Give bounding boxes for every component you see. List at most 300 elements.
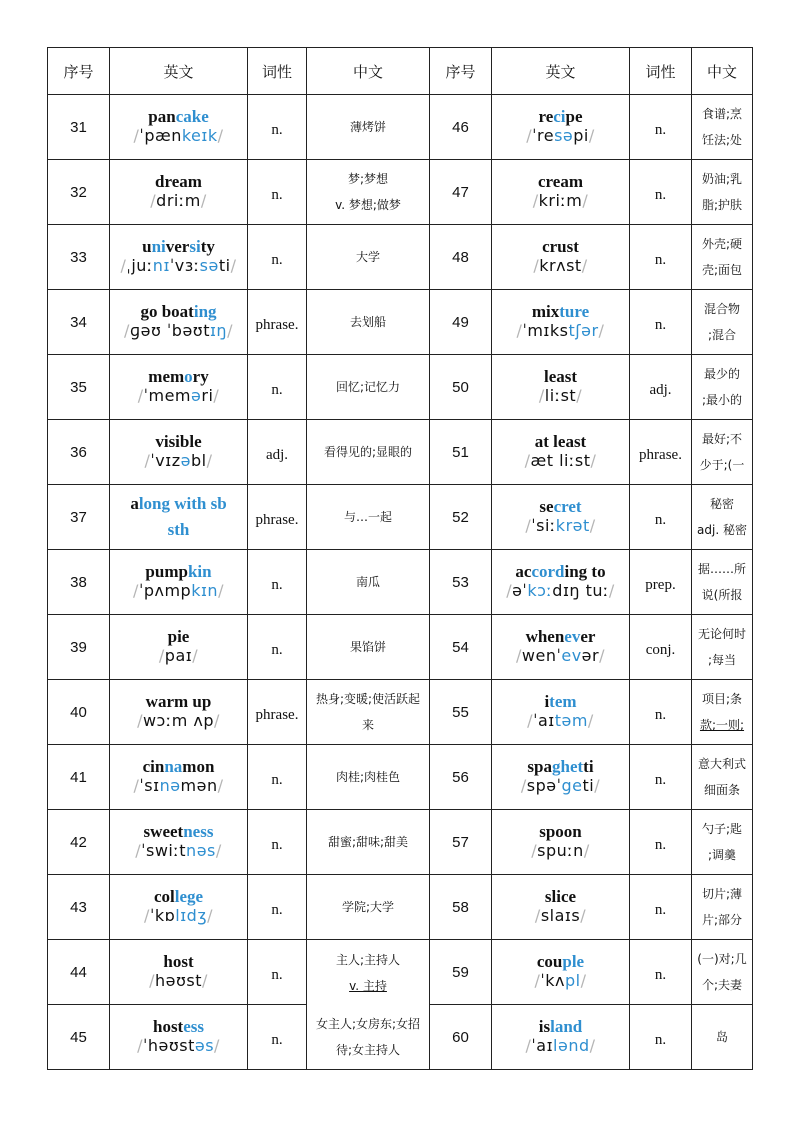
- entry-number: 38: [48, 550, 110, 615]
- english-word: [492, 628, 629, 646]
- phonetic-transcription: [110, 1036, 247, 1056]
- ipa-slash: /: [135, 841, 142, 860]
- meaning-line: ;最小的: [701, 393, 743, 407]
- highlighted-syllable: ə: [180, 451, 191, 470]
- highlighted-syllable: ci: [553, 107, 566, 126]
- ipa-slash: /: [218, 581, 224, 600]
- ipa-slash: /: [506, 581, 513, 600]
- header-english: 英文: [110, 48, 248, 95]
- entry-english: [110, 160, 248, 225]
- chinese-meaning: [307, 355, 430, 420]
- entry-number: 33: [48, 225, 110, 290]
- phonetic-transcription: [492, 516, 629, 536]
- ipa-slash: /: [608, 581, 615, 600]
- syllable: ˈvɪz: [150, 451, 181, 470]
- part-of-speech: n.: [248, 355, 307, 420]
- syllable: kriːm: [538, 191, 583, 210]
- header-pos: 词性: [248, 48, 307, 95]
- english-word: [110, 238, 247, 256]
- meaning-line: 薄烤饼: [349, 120, 386, 134]
- ipa-slash: /: [594, 776, 601, 795]
- meaning-line: 脂;护肤: [701, 198, 743, 212]
- chinese-meaning: [692, 940, 753, 1005]
- part-of-speech: phrase.: [630, 420, 692, 485]
- meaning-line: 意大利式: [697, 757, 746, 771]
- part-of-speech: n.: [248, 160, 307, 225]
- highlighted-syllable: ev: [561, 646, 582, 665]
- table-row: [48, 550, 753, 615]
- chinese-meaning: [692, 810, 753, 875]
- entry-number: 59: [430, 940, 492, 1005]
- meaning-line: 来: [361, 718, 374, 732]
- entry-english: [492, 615, 630, 680]
- entry-number: 56: [430, 745, 492, 810]
- chinese-meaning: [307, 940, 430, 1070]
- chinese-meaning: [307, 290, 430, 355]
- syllable: slaɪs: [540, 906, 581, 925]
- meaning-line: 主人;主持人: [335, 952, 401, 967]
- english-word: [110, 693, 247, 711]
- vocabulary-table: [47, 47, 753, 1070]
- entry-number: 37: [48, 485, 110, 550]
- english-word: [492, 303, 629, 321]
- phonetic-transcription: [492, 776, 629, 796]
- phonetic-transcription: [492, 126, 629, 146]
- chinese-meaning: [692, 420, 753, 485]
- ipa-slash: /: [538, 386, 545, 405]
- entry-number: 48: [430, 225, 492, 290]
- syllable: wɔːm ʌp: [142, 711, 215, 730]
- syllable: pan: [148, 107, 176, 126]
- syllable: at least: [534, 432, 587, 451]
- english-word: [110, 433, 247, 451]
- ipa-slash: /: [524, 451, 531, 470]
- part-of-speech: n.: [248, 225, 307, 290]
- english-word: [110, 495, 247, 513]
- entry-number: 32: [48, 160, 110, 225]
- syllable: ˈpæn: [139, 126, 182, 145]
- english-word: [492, 1018, 629, 1036]
- entry-number: 40: [48, 680, 110, 745]
- meaning-line: v. 主持: [349, 978, 387, 993]
- part-of-speech: n.: [630, 485, 692, 550]
- entry-english: [492, 420, 630, 485]
- meaning-line: 去划船: [349, 315, 386, 329]
- ipa-slash: /: [214, 1036, 220, 1055]
- highlighted-syllable: sə: [554, 126, 574, 145]
- meaning-line: 少于;(一: [699, 458, 745, 472]
- phonetic-transcription: [492, 971, 629, 991]
- ipa-slash: /: [227, 321, 233, 340]
- part-of-speech: n.: [630, 875, 692, 940]
- syllable: dɪŋ tuː: [552, 581, 609, 600]
- entry-english: [110, 1005, 248, 1070]
- ipa-slash: /: [588, 126, 595, 145]
- meaning-line: 勺子;匙: [701, 822, 743, 836]
- phonetic-transcription: [492, 321, 629, 341]
- highlighted-syllable: cret: [553, 497, 582, 516]
- meaning-line: 混合物: [703, 302, 740, 316]
- meaning-line: 壳;面包: [701, 263, 743, 277]
- syllable: is: [538, 1017, 551, 1036]
- entry-english: [492, 940, 630, 1005]
- english-word: [110, 888, 247, 906]
- syllable: a: [130, 494, 139, 513]
- syllable: warm up: [145, 692, 212, 711]
- ipa-slash: /: [580, 971, 587, 990]
- chinese-meaning: [692, 225, 753, 290]
- highlighted-syllable: sth: [167, 520, 190, 539]
- part-of-speech: phrase.: [248, 290, 307, 355]
- meaning-line: 片;部分: [701, 913, 743, 927]
- entry-number: 50: [430, 355, 492, 420]
- meaning-line: 热身;变暖;使活跃起: [315, 692, 421, 706]
- highlighted-syllable: ɪŋ: [209, 321, 228, 340]
- meaning-line: 肉桂;肉桂色: [335, 770, 401, 784]
- meaning-line: 看得见的;显眼的: [323, 445, 413, 459]
- ipa-slash: /: [133, 581, 139, 600]
- syllable: crust: [542, 237, 579, 256]
- syllable: cou: [536, 952, 563, 971]
- english-word: [492, 238, 629, 256]
- ipa-slash: /: [533, 256, 540, 275]
- ipa-slash: /: [526, 126, 533, 145]
- syllable: host: [163, 952, 194, 971]
- ipa-slash: /: [149, 971, 155, 990]
- english-word: [110, 1018, 247, 1036]
- meaning-line: ;调羹: [707, 848, 737, 862]
- english-word: [110, 823, 247, 841]
- phonetic-transcription: [492, 906, 629, 926]
- highlighted-syllable: krət: [555, 516, 590, 535]
- syllable: se: [539, 497, 554, 516]
- header-english: 英文: [492, 48, 630, 95]
- highlighted-syllable: si: [189, 237, 201, 256]
- syllable: ti: [583, 757, 594, 776]
- meaning-line: 梦;梦想: [347, 172, 389, 186]
- chinese-meaning: [307, 875, 430, 940]
- entry-number: 54: [430, 615, 492, 680]
- ipa-slash: /: [192, 646, 199, 665]
- syllable: spəˈ: [526, 776, 562, 795]
- ipa-slash: /: [576, 386, 583, 405]
- part-of-speech: n.: [248, 1005, 307, 1070]
- syllable: ri: [201, 386, 214, 405]
- syllable: ˈaɪ: [531, 1036, 554, 1055]
- highlighted-syllable: kɪn: [191, 581, 219, 600]
- english-word: [492, 368, 629, 386]
- table-body: [48, 95, 753, 1070]
- ipa-slash: /: [144, 906, 150, 925]
- entry-english: [110, 485, 248, 550]
- entry-english: [110, 355, 248, 420]
- ipa-slash: /: [580, 906, 587, 925]
- meaning-line: 最少的: [703, 367, 740, 381]
- table-row: [48, 355, 753, 420]
- part-of-speech: conj.: [630, 615, 692, 680]
- ipa-slash: /: [144, 451, 151, 470]
- entry-english: [492, 160, 630, 225]
- part-of-speech: n.: [630, 940, 692, 1005]
- entry-english: [492, 225, 630, 290]
- meaning-line: 南瓜: [355, 575, 380, 589]
- ipa-slash: /: [207, 906, 213, 925]
- meaning-line: 奶油;乳: [701, 172, 743, 186]
- part-of-speech: n.: [248, 745, 307, 810]
- entry-number: 44: [48, 940, 110, 1005]
- phonetic-transcription: [110, 386, 247, 406]
- phonetic-transcription: [110, 451, 247, 471]
- ipa-slash: /: [598, 321, 605, 340]
- entry-english: [492, 355, 630, 420]
- syllable: re: [538, 107, 554, 126]
- table-row: [48, 420, 753, 485]
- syllable: ˈsɪ: [139, 776, 160, 795]
- english-word: [492, 693, 629, 711]
- meaning-line: 岛: [715, 1030, 728, 1044]
- highlighted-syllable: land: [550, 1017, 583, 1036]
- table-row: [48, 160, 753, 225]
- syllable: ing to: [564, 562, 606, 581]
- entry-english: [110, 680, 248, 745]
- chinese-meaning: [307, 160, 430, 225]
- table-row: [48, 290, 753, 355]
- ipa-slash: /: [158, 646, 165, 665]
- highlighted-syllable: long with sb: [138, 494, 227, 513]
- entry-english: [492, 680, 630, 745]
- part-of-speech: n.: [630, 160, 692, 225]
- syllable: ˈhəʊst: [142, 1036, 195, 1055]
- syllable: i: [544, 692, 550, 711]
- chinese-meaning: [307, 680, 430, 745]
- entry-number: 51: [430, 420, 492, 485]
- chinese-meaning: [692, 290, 753, 355]
- highlighted-syllable: nə: [159, 776, 181, 795]
- syllable: ˈpʌmp: [138, 581, 192, 600]
- syllable: ti: [582, 776, 595, 795]
- phonetic-transcription: [492, 711, 629, 731]
- chinese-meaning: [307, 745, 430, 810]
- entry-english: [492, 1005, 630, 1070]
- syllable: er: [580, 627, 596, 646]
- phonetic-transcription: [492, 581, 629, 601]
- syllable: paɪ: [164, 646, 193, 665]
- ipa-slash: /: [215, 841, 222, 860]
- highlighted-syllable: ess: [183, 1017, 204, 1036]
- ipa-slash: /: [137, 711, 143, 730]
- ipa-slash: /: [582, 191, 589, 210]
- english-word: [492, 563, 629, 581]
- phonetic-transcription: [110, 841, 247, 861]
- ipa-slash: /: [120, 256, 127, 275]
- part-of-speech: n.: [248, 550, 307, 615]
- phonetic-transcription: [492, 256, 629, 276]
- highlighted-syllable: keɪk: [181, 126, 218, 145]
- meaning-line: 项目;条: [701, 692, 743, 706]
- meaning-line: ;每当: [707, 653, 737, 667]
- chinese-meaning: [307, 485, 430, 550]
- highlighted-syllable: nəs: [186, 841, 216, 860]
- ipa-slash: /: [206, 451, 213, 470]
- chinese-meaning: [307, 615, 430, 680]
- entry-english: [492, 485, 630, 550]
- chinese-meaning: [307, 225, 430, 290]
- ipa-slash: /: [583, 841, 590, 860]
- ipa-slash: /: [200, 191, 207, 210]
- entry-number: 60: [430, 1005, 492, 1070]
- highlighted-syllable: o: [184, 367, 193, 386]
- chinese-meaning: [307, 420, 430, 485]
- chinese-meaning: [692, 745, 753, 810]
- phonetic-transcription: [492, 841, 629, 861]
- syllable: ry: [192, 367, 209, 386]
- highlighted-syllable: ghet: [552, 757, 584, 776]
- phonetic-transcription: [110, 776, 247, 796]
- syllable: ty: [200, 237, 215, 256]
- part-of-speech: prep.: [630, 550, 692, 615]
- meaning-line: 切片;薄: [701, 887, 743, 901]
- syllable: slice: [544, 887, 577, 906]
- meaning-line: 细面条: [703, 783, 740, 797]
- chinese-meaning: [692, 680, 753, 745]
- meaning-line: 秘密: [709, 497, 734, 511]
- syllable: spuːn: [537, 841, 584, 860]
- ipa-slash: /: [532, 191, 539, 210]
- entry-english: [110, 745, 248, 810]
- table-row: [48, 95, 753, 160]
- ipa-slash: /: [516, 646, 522, 665]
- ipa-slash: /: [520, 776, 527, 795]
- english-word: [492, 433, 629, 451]
- meaning-line: 与…一起: [343, 510, 392, 524]
- entry-english: [492, 875, 630, 940]
- syllable: ˌjuː: [126, 256, 153, 275]
- entry-english: [492, 550, 630, 615]
- entry-english: [110, 875, 248, 940]
- entry-number: 45: [48, 1005, 110, 1070]
- english-word-continued: [110, 521, 247, 539]
- ipa-slash: /: [525, 1036, 532, 1055]
- entry-number: 46: [430, 95, 492, 160]
- phonetic-transcription: [492, 646, 629, 666]
- ipa-slash: /: [534, 906, 541, 925]
- syllable: cin: [142, 757, 165, 776]
- english-word: [492, 108, 629, 126]
- meaning-line: adj. 秘密: [697, 523, 747, 537]
- meaning-line: 饪法;处: [701, 133, 743, 147]
- highlighted-syllable: cord: [531, 562, 565, 581]
- syllable: pe: [565, 107, 583, 126]
- entry-english: [492, 95, 630, 160]
- ipa-slash: /: [214, 711, 220, 730]
- syllable: ɡəʊ ˈbəʊt: [129, 321, 210, 340]
- chinese-meaning: [692, 1005, 753, 1070]
- phonetic-transcription: [492, 451, 629, 471]
- ipa-slash: /: [527, 711, 534, 730]
- part-of-speech: adj.: [630, 355, 692, 420]
- meaning-line: 无论何时: [697, 627, 746, 641]
- ipa-slash: /: [217, 126, 224, 145]
- english-word: [110, 303, 247, 321]
- ipa-slash: /: [516, 321, 523, 340]
- table-row: [48, 485, 753, 550]
- phonetic-transcription: [492, 386, 629, 406]
- syllable: ˈmɪks: [522, 321, 569, 340]
- highlighted-syllable: pl: [565, 971, 581, 990]
- part-of-speech: n.: [248, 95, 307, 160]
- syllable: æt liːst: [530, 451, 591, 470]
- syllable: mix: [531, 302, 560, 321]
- syllable: ər: [581, 646, 600, 665]
- table-row: [48, 940, 753, 1005]
- entry-number: 49: [430, 290, 492, 355]
- ipa-slash: /: [124, 321, 130, 340]
- part-of-speech: n.: [630, 95, 692, 160]
- chinese-meaning: [692, 485, 753, 550]
- ipa-slash: /: [217, 776, 224, 795]
- highlighted-syllable: tem: [549, 692, 577, 711]
- header-chinese: 中文: [307, 48, 430, 95]
- entry-english: [110, 550, 248, 615]
- highlighted-syllable: lənd: [553, 1036, 590, 1055]
- highlighted-syllable: təm: [554, 711, 588, 730]
- meaning-line: 个;夫妻: [701, 978, 743, 992]
- entry-number: 53: [430, 550, 492, 615]
- meaning-line: 据……所: [697, 562, 746, 576]
- highlighted-syllable: lege: [174, 887, 204, 906]
- header-row: [48, 48, 753, 95]
- part-of-speech: phrase.: [248, 680, 307, 745]
- phonetic-transcription: [110, 711, 247, 731]
- table-row: [48, 810, 753, 875]
- english-word: [492, 758, 629, 776]
- syllable: ˈvɜː: [169, 256, 200, 275]
- english-word: [110, 368, 247, 386]
- meaning-line: (一)对;几: [697, 952, 747, 966]
- meaning-line: 甜蜜;甜味;甜美: [327, 835, 409, 849]
- phonetic-transcription: [110, 191, 247, 211]
- syllable: liːst: [544, 386, 577, 405]
- entry-english: [492, 810, 630, 875]
- phonetic-transcription: [110, 906, 247, 926]
- syllable: ˈkʌ: [540, 971, 566, 990]
- meaning-line: 款;一则;: [699, 718, 745, 732]
- entry-number: 43: [48, 875, 110, 940]
- syllable: ˈkɒ: [149, 906, 176, 925]
- phonetic-transcription: [110, 321, 247, 341]
- part-of-speech: n.: [630, 1005, 692, 1070]
- entry-english: [110, 95, 248, 160]
- entry-number: 41: [48, 745, 110, 810]
- meaning-line: ;混合: [707, 328, 737, 342]
- syllable: when: [525, 627, 565, 646]
- meaning-line: 最好;不: [701, 432, 743, 446]
- phonetic-transcription: [110, 581, 247, 601]
- syllable: ˈre: [532, 126, 555, 145]
- chinese-meaning: [307, 550, 430, 615]
- chinese-meaning: [692, 355, 753, 420]
- entry-english: [110, 420, 248, 485]
- ipa-slash: /: [133, 126, 140, 145]
- meaning-line: 食谱;烹: [701, 107, 743, 121]
- syllable: visible: [155, 432, 202, 451]
- chinese-meaning: [692, 615, 753, 680]
- header-number: 序号: [430, 48, 492, 95]
- header-number: 序号: [48, 48, 110, 95]
- chinese-meaning: [307, 810, 430, 875]
- syllable: ac: [515, 562, 532, 581]
- syllable: ˈsiː: [531, 516, 556, 535]
